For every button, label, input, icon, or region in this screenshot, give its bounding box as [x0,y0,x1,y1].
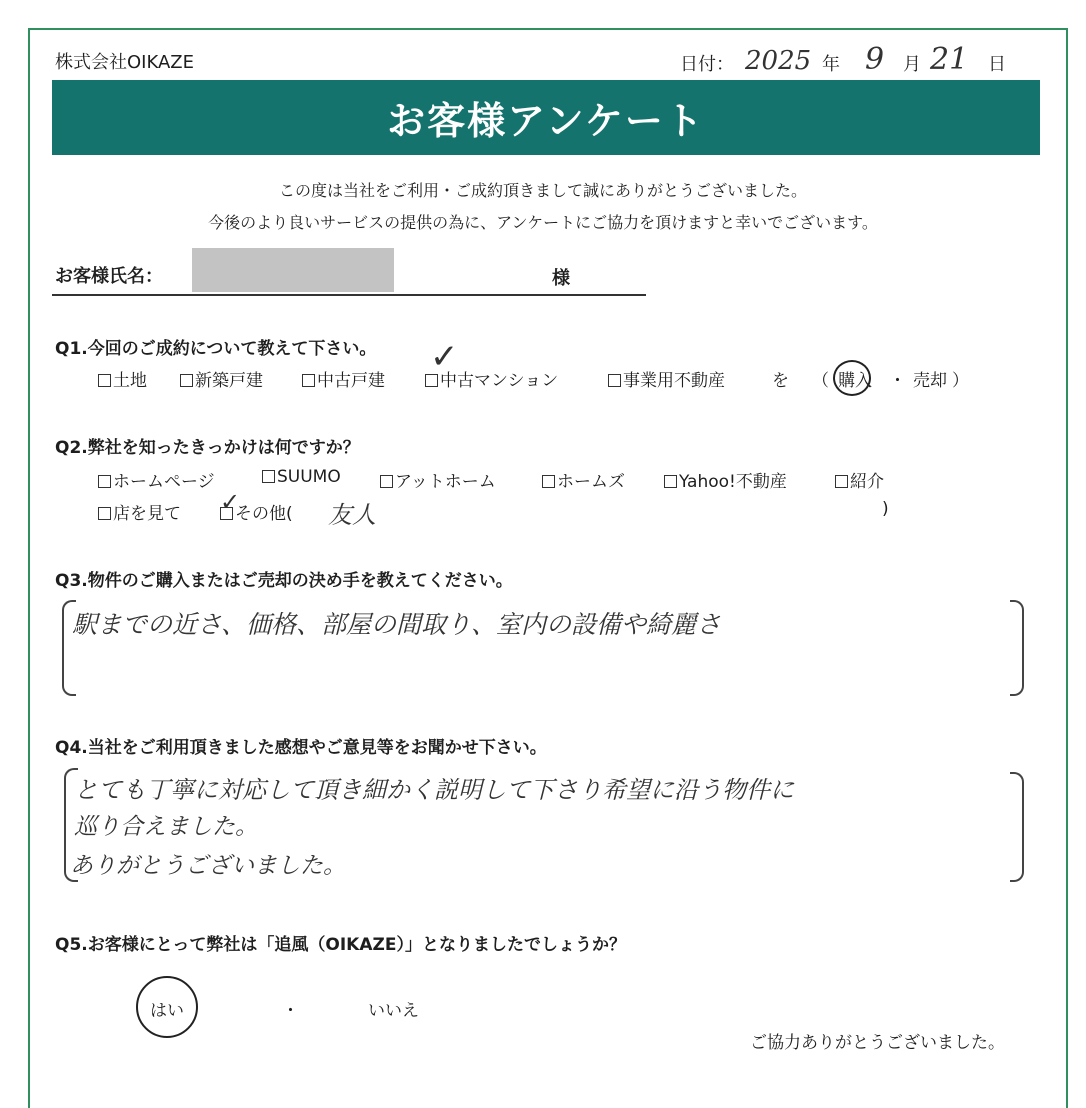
intro-line-2: 今後のより良いサービスの提供の為に、アンケートにご協力を頂けますと幸いでございます。 [208,213,878,232]
year-unit: 年 [822,54,840,75]
checkbox-icon [542,475,555,488]
customer-name-label: お客様氏名： [55,266,163,287]
checkbox-icon [98,374,111,387]
q1-wo: を [772,371,789,391]
q2-option-store[interactable]: 店を見て [98,499,181,524]
circle-mark-icon [136,976,198,1038]
checkmark-icon: ✓ [220,488,241,516]
checkbox-icon [180,374,193,387]
q4-question: Q4.当社をご利用頂きました感想やご意見等をお聞かせ下さい。 [55,738,547,758]
circle-mark-icon [833,360,871,396]
checkbox-icon [380,475,393,488]
q5-yes[interactable]: はい [150,1001,184,1021]
q3-question: Q3.物件のご購入またはご売却の決め手を教えてください。 [55,571,513,591]
intro-line-1: この度は当社をご利用・ご成約頂きまして誠にありがとうございました。 [278,181,807,200]
checkbox-icon [98,507,111,520]
q2-option-other[interactable]: その他( [220,499,293,524]
q2-option-referral[interactable]: 紹介 [835,467,884,492]
checkbox-icon [835,475,848,488]
date-year: 2025 [745,46,812,76]
q1-option-used-house[interactable]: 中古戸建 [302,366,385,391]
q1-option-business[interactable]: 事業用不動産 [608,366,725,391]
title-banner [52,80,1040,155]
q5-question: Q5.お客様にとって弊社は「追風（OIKAZE）」となりましたでしょうか？ [55,935,626,955]
month-unit: 月 [903,54,921,75]
day-unit: 日 [988,54,1006,75]
q5-no[interactable]: いいえ [368,1001,419,1021]
q3-answer: 駅までの近さ、価格、部屋の間取り、室内の設備や綺麗さ [72,610,722,639]
q2-option-yahoo[interactable]: Yahoo!不動産 [664,467,787,492]
checkbox-icon [262,470,275,483]
customer-name-redacted [192,248,394,292]
closing-thanks: ご協力ありがとうございました。 [750,1033,1005,1053]
company-name: 株式会社OIKAZE [55,52,194,73]
date-label: 日付： [680,54,734,75]
date-row [680,50,734,76]
checkbox-icon [664,475,677,488]
q1-paren-close: ） [952,371,969,391]
q5-separator: ・ [282,1001,299,1021]
name-underline [52,294,646,296]
q1-dot: ・ [889,371,906,391]
answer-bracket-right [1010,772,1024,882]
q2-option-homes[interactable]: ホームズ [542,467,625,492]
q2-option-homepage[interactable]: ホームページ [98,467,215,492]
q1-buy[interactable]: 購入 [838,371,872,391]
checkbox-icon [98,475,111,488]
q2-paren-close: ) [882,499,889,519]
page-title: お客様アンケート [387,99,705,143]
q2-question: Q2.弊社を知ったきっかけは何ですか？ [55,438,360,458]
q1-question: Q1.今回のご成約について教えて下さい。 [55,339,377,359]
checkbox-icon [608,374,621,387]
checkbox-icon [302,374,315,387]
date-month: 9 [865,42,885,77]
q2-option-athome[interactable]: アットホーム [380,467,496,492]
q4-answer-line-2: 巡り合えました。 [74,814,258,840]
q1-option-used-mansion[interactable]: 中古マンション [425,366,558,391]
date-day: 21 [930,42,969,77]
q4-answer-line-3: ありがとうございました。 [70,853,346,879]
q2-option-suumo[interactable]: SUUMO [262,467,341,487]
q1-option-new-house[interactable]: 新築戸建 [180,366,263,391]
answer-bracket-right [1010,600,1024,696]
q2-other-answer: 友人 [328,501,376,529]
q4-answer-line-1: とても丁寧に対応して頂き細かく説明して下さり希望に沿う物件に [74,776,794,804]
q1-option-land[interactable]: 土地 [98,366,147,391]
customer-name-suffix: 様 [552,268,570,289]
q1-paren-open: （ [812,371,829,391]
checkmark-icon: ✓ [430,337,459,377]
q1-sell[interactable]: 売却 [913,371,947,391]
